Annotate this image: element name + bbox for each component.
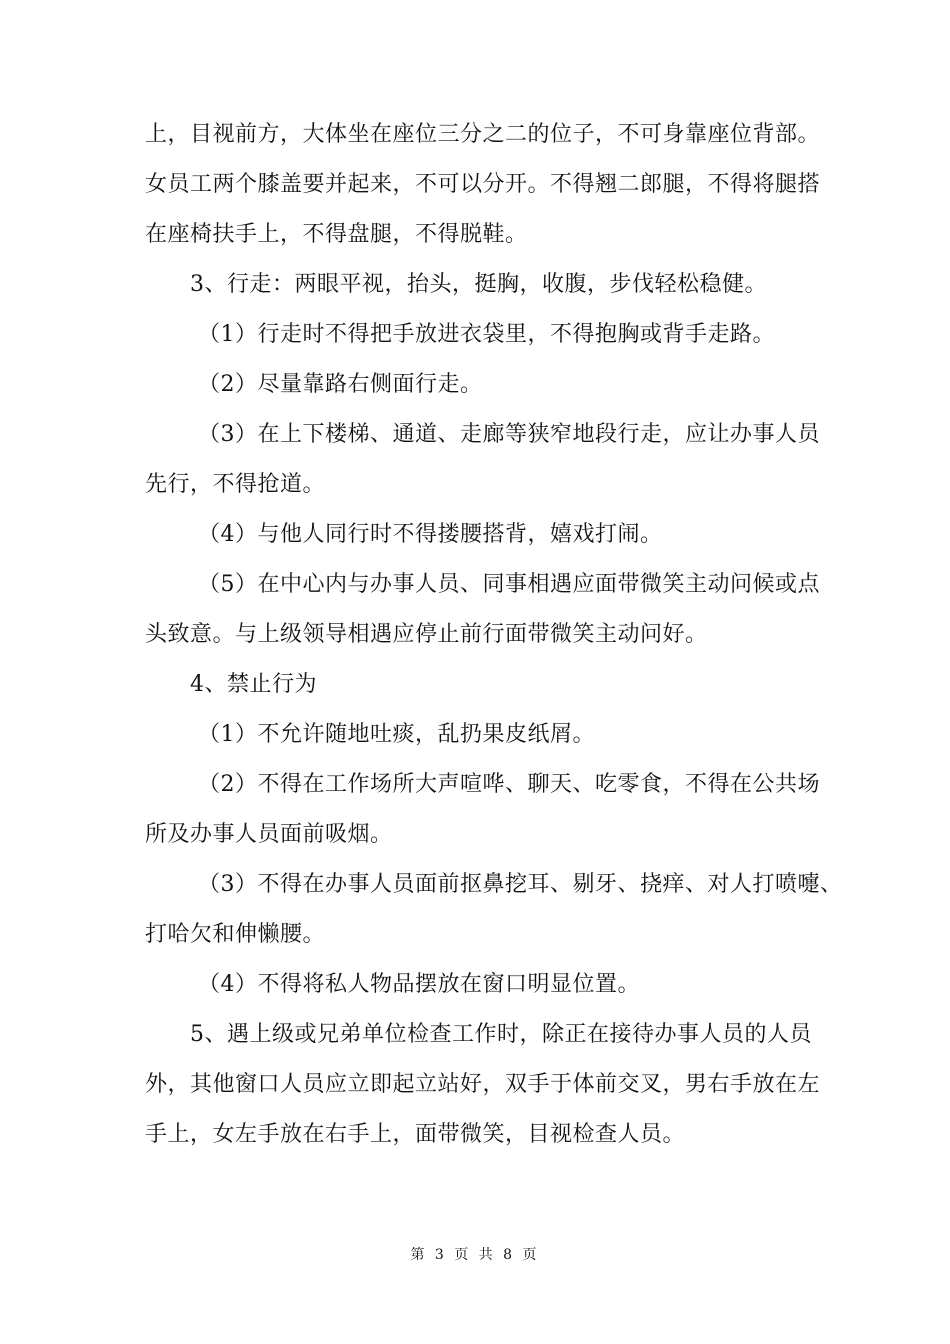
text-line: 先行，不得抢道。 xyxy=(145,472,326,497)
text-line: （5）在中心内与办事人员、同事相遇应面带微笑主动问候或点 xyxy=(198,572,820,597)
text-line: （1）不允许随地吐痰，乱扔果皮纸屑。 xyxy=(198,722,595,747)
text-line: 上，目视前方，大体坐在座位三分之二的位子，不可身靠座位背部。 xyxy=(145,122,821,147)
text-line: （3）不得在办事人员面前抠鼻挖耳、剔牙、挠痒、对人打喷嚏、 xyxy=(198,872,843,897)
section-heading: 3、行走：两眼平视，抬头，挺胸，收腹，步伐轻松稳健。 xyxy=(190,272,767,297)
text-line: 女员工两个膝盖要并起来，不可以分开。不得翘二郎腿，不得将腿搭 xyxy=(145,172,821,197)
section-heading: 5、遇上级或兄弟单位检查工作时，除正在接待办事人员的人员 xyxy=(190,1022,812,1047)
text-line: 在座椅扶手上，不得盘腿，不得脱鞋。 xyxy=(145,222,528,247)
text-line: （2）尽量靠路右侧面行走。 xyxy=(198,372,483,397)
text-line: （4）与他人同行时不得搂腰搭背，嬉戏打闹。 xyxy=(198,522,663,547)
text-line: 手上，女左手放在右手上，面带微笑，目视检查人员。 xyxy=(145,1122,686,1147)
text-line: 所及办事人员面前吸烟。 xyxy=(145,822,393,847)
text-line: （2）不得在工作场所大声喧哗、聊天、吃零食，不得在公共场 xyxy=(198,772,820,797)
text-line: 外，其他窗口人员应立即起立站好，双手于体前交叉，男右手放在左 xyxy=(145,1072,821,1097)
page-number-footer: 第 3 页 共 8 页 xyxy=(410,1247,540,1263)
text-line: （1）行走时不得把手放进衣袋里，不得抱胸或背手走路。 xyxy=(198,322,775,347)
text-line: （4）不得将私人物品摆放在窗口明显位置。 xyxy=(198,972,640,997)
text-line: （3）在上下楼梯、通道、走廊等狭窄地段行走，应让办事人员 xyxy=(198,422,820,447)
text-line: 打哈欠和伸懒腰。 xyxy=(145,922,326,947)
section-heading: 4、禁止行为 xyxy=(190,672,317,697)
text-line: 头致意。与上级领导相遇应停止前行面带微笑主动问好。 xyxy=(145,622,708,647)
